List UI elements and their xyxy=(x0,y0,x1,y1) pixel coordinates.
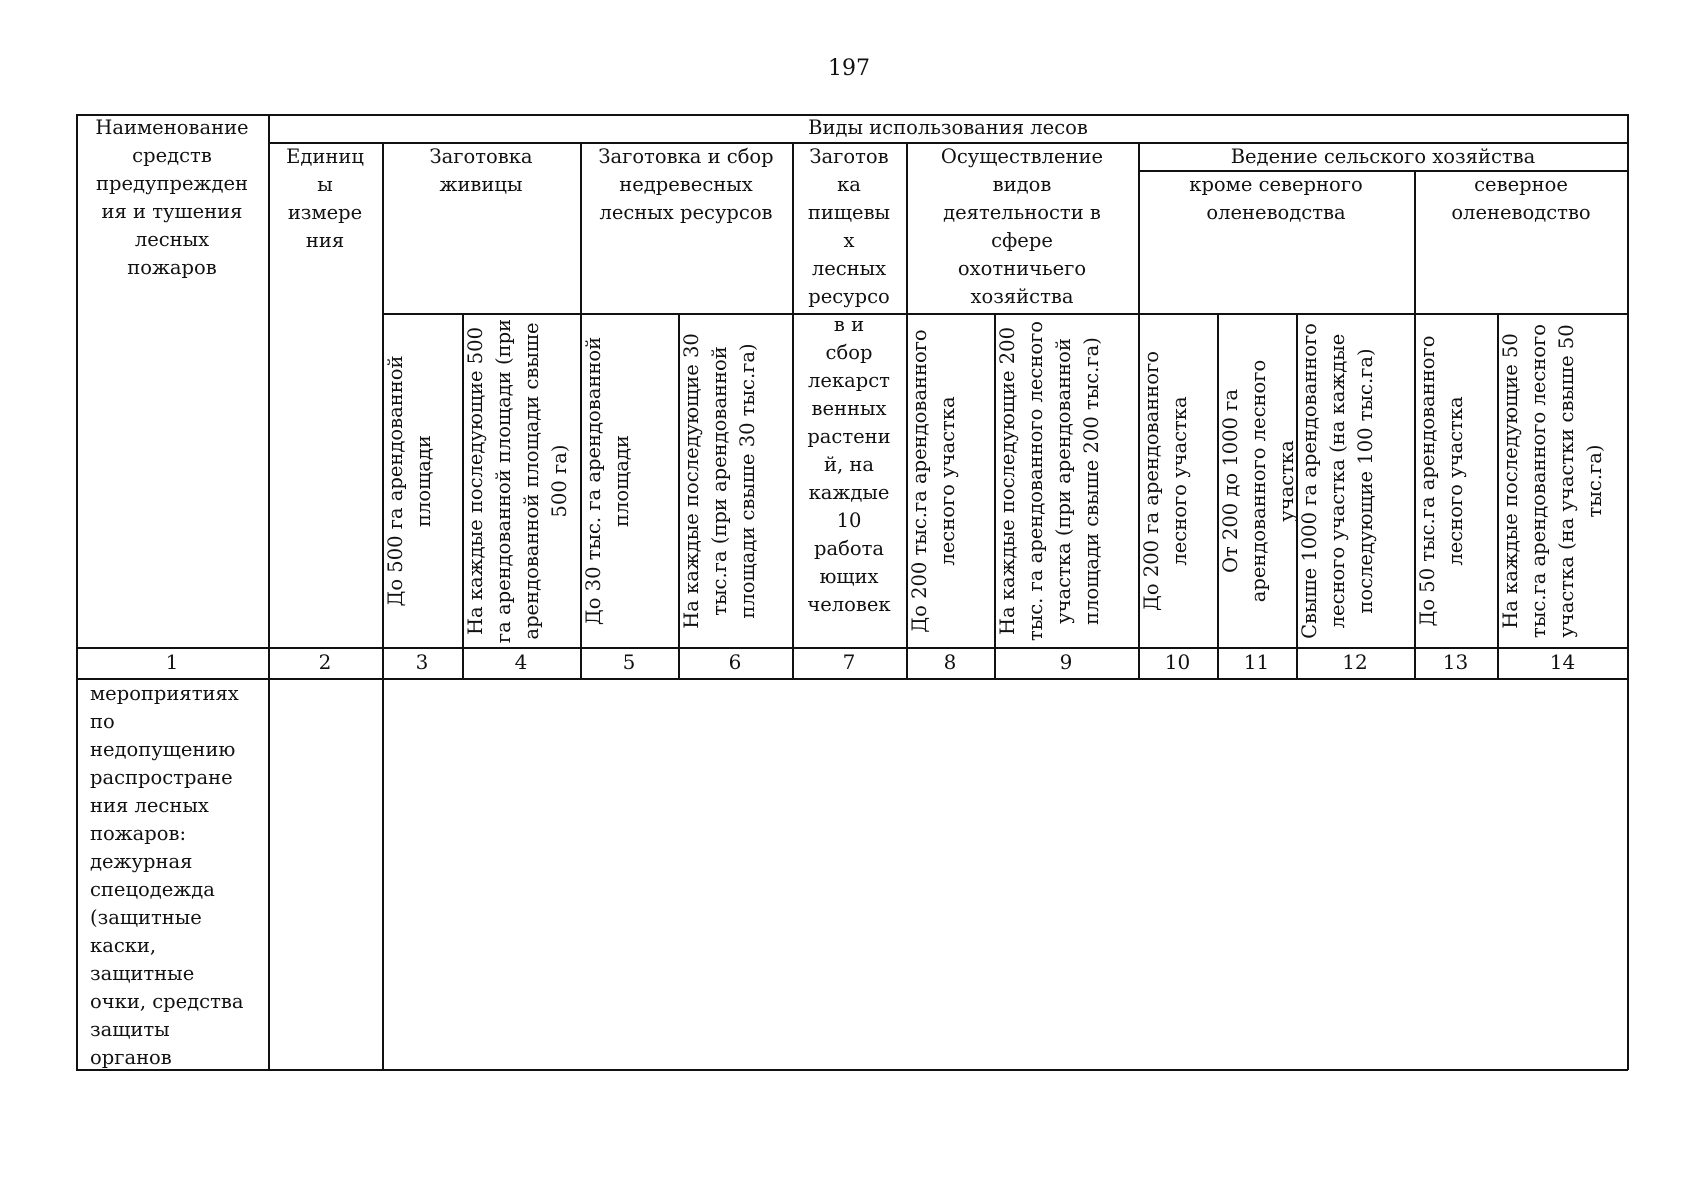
table-line-under-numbers xyxy=(76,678,1628,680)
column-number-4: 4 xyxy=(514,650,528,674)
forest-usage-table xyxy=(76,114,1628,1070)
header-group-zhivitsa: Заготовка живицы xyxy=(429,145,533,196)
header-unit: Единиц ы измере ния xyxy=(286,145,364,252)
header-group-nedrevesnyh: Заготовка и сбор недревесных лесных ресурсов xyxy=(598,145,774,224)
table-border-bottom xyxy=(76,1069,1628,1071)
header-col7: Заготов ка пищевы х лесных ресурсо в и сбор лекарст венных растени й, на каждые 10 работа ющих человек xyxy=(807,145,891,616)
page-number: 197 xyxy=(828,56,870,81)
header-col12: Свыше 1000 га арендованного лесного участка (на каждые последующие 100 тыс.га) xyxy=(1298,323,1377,639)
header-forest-usage-types: Виды использования лесов xyxy=(808,116,1088,139)
header-col5: До 30 тыс. га арендованной площади xyxy=(582,336,633,626)
column-number-10: 10 xyxy=(1164,650,1191,674)
body-row-name: мероприятиях по недопущению распростране ния лесных пожаров: дежурная спецодежда (защитные каски, защитные очки, средства защиты органов xyxy=(90,682,244,1069)
header-col3: До 500 га арендованной площади xyxy=(384,355,435,607)
header-sub-severnoe: северное оленеводство xyxy=(1451,173,1591,224)
column-number-7: 7 xyxy=(842,650,856,674)
header-col9: На каждые последующие 200 тыс. га арендованного лесного участка (при арендованной площади свыше 200 тыс.га) xyxy=(996,320,1103,642)
column-number-6: 6 xyxy=(728,650,742,674)
table-vline-1 xyxy=(268,114,270,1070)
header-col13: До 50 тыс.га арендованного лесного участка xyxy=(1416,335,1467,627)
header-col8: До 200 тыс.га арендованного лесного участка xyxy=(908,329,959,633)
header-group-ohota: Осуществление видов деятельности в сфере охотничьего хозяйства xyxy=(940,145,1104,308)
table-border-right xyxy=(1627,114,1629,1070)
column-number-2: 2 xyxy=(318,650,332,674)
column-number-5: 5 xyxy=(622,650,636,674)
header-col11: От 200 до 1000 га арендованного лесного участка xyxy=(1219,359,1298,603)
header-col4: На каждые последующие 500 га арендованной площади (при арендованной площади свыше 500 га) xyxy=(464,318,571,644)
header-col6: На каждые последующие 30 тыс.га (при арендованной площади свыше 30 тыс.га) xyxy=(680,333,759,629)
column-number-3: 3 xyxy=(415,650,429,674)
header-sub-krome: кроме северного оленеводства xyxy=(1189,173,1363,224)
column-number-11: 11 xyxy=(1243,650,1270,674)
column-number-8: 8 xyxy=(943,650,957,674)
table-line-under-groups xyxy=(382,313,1628,315)
header-col14: На каждые последующие 50 тыс.га арендованного лесного участка (на участки свыше 50 тыс.га) xyxy=(1499,324,1606,638)
column-number-12: 12 xyxy=(1342,650,1368,674)
column-number-1: 1 xyxy=(165,650,179,674)
column-number-9: 9 xyxy=(1059,650,1073,674)
header-name-of-means: Наименование средств предупрежден ия и тушения лесных пожаров xyxy=(95,116,249,279)
header-group-selhoz: Ведение сельского хозяйства xyxy=(1230,145,1536,168)
header-col10: До 200 га арендованного лесного участка xyxy=(1140,351,1191,611)
column-number-14: 14 xyxy=(1549,650,1576,674)
column-number-13: 13 xyxy=(1442,650,1469,674)
